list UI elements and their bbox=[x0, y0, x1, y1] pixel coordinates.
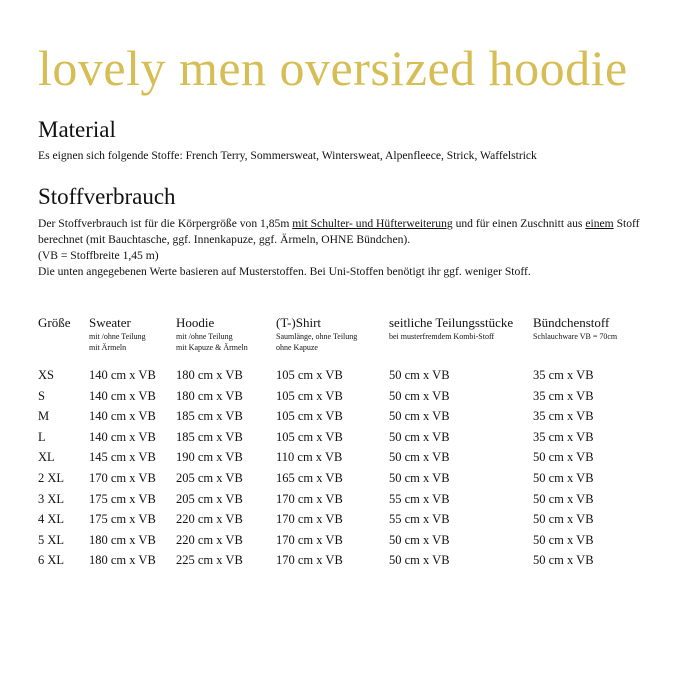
paragraph-part: und für einen Zuschnitt aus bbox=[452, 217, 586, 230]
fabric-amount-cell: 55 cm x VB bbox=[389, 491, 450, 506]
fabric-amount-cell: 50 cm x VB bbox=[389, 553, 450, 568]
fabric-usage-text bbox=[38, 216, 658, 280]
fabric-amount-cell: 140 cm x VB bbox=[89, 388, 156, 403]
fabric-amount-cell: 50 cm x VB bbox=[389, 368, 450, 382]
table-row bbox=[38, 365, 643, 386]
fabric-usage-heading: Stoffverbrauch bbox=[38, 184, 176, 209]
fabric-usage-table bbox=[38, 315, 643, 571]
size-cell: 6 XL bbox=[38, 553, 65, 568]
fabric-amount-cell: 170 cm x VB bbox=[276, 491, 343, 506]
paragraph-part: Stoff berechnet (mit Bauchtasche, ggf. Innenkapuze, ggf. Ärmeln, OHNE Bündchen). bbox=[38, 217, 640, 246]
column-subtitle: mit Ärmeln bbox=[89, 343, 127, 352]
size-cell: XS bbox=[38, 368, 54, 382]
material-description: Es eignen sich folgende Stoffe: French Terry, Sommersweat, Wintersweat, Alpenfleece, Strick, Waffelstrick bbox=[38, 149, 537, 162]
fabric-amount-cell: 50 cm x VB bbox=[389, 409, 450, 424]
fabric-amount-cell: 110 cm x VB bbox=[276, 450, 343, 465]
fabric-amount-cell: 205 cm x VB bbox=[176, 470, 243, 485]
fabric-amount-cell: 50 cm x VB bbox=[533, 491, 594, 506]
column-header bbox=[176, 315, 276, 365]
size-cell: 4 XL bbox=[38, 512, 65, 527]
column-subtitle: Schlauchware VB = 70cm bbox=[533, 332, 618, 341]
column-header bbox=[389, 315, 533, 365]
fabric-amount-cell: 170 cm x VB bbox=[276, 553, 343, 568]
fabric-amount-cell: 180 cm x VB bbox=[176, 368, 243, 382]
fabric-amount-cell: 170 cm x VB bbox=[276, 512, 343, 527]
fabric-amount-cell: 165 cm x VB bbox=[276, 470, 343, 485]
material-text bbox=[38, 148, 658, 164]
fabric-amount-cell: 180 cm x VB bbox=[89, 532, 156, 547]
size-cell: M bbox=[38, 409, 50, 424]
fabric-amount-cell: 140 cm x VB bbox=[89, 368, 156, 382]
fabric-amount-cell: 50 cm x VB bbox=[389, 450, 450, 465]
column-title: Bündchenstoff bbox=[533, 315, 610, 330]
column-header bbox=[38, 315, 89, 365]
size-cell: L bbox=[38, 429, 46, 444]
fabric-amount-cell: 140 cm x VB bbox=[89, 409, 156, 424]
material-heading: Material bbox=[38, 117, 116, 142]
fabric-amount-cell: 50 cm x VB bbox=[533, 553, 594, 568]
table-row bbox=[38, 489, 643, 510]
fabric-amount-cell: 35 cm x VB bbox=[533, 429, 594, 444]
page-title: lovely men oversized hoodie bbox=[38, 40, 628, 96]
fabric-amount-cell: 105 cm x VB bbox=[276, 368, 343, 382]
fabric-amount-cell: 220 cm x VB bbox=[176, 512, 243, 527]
fabric-amount-cell: 190 cm x VB bbox=[176, 450, 243, 465]
sample-fabric-note: Die unten angegebenen Werte basieren auf Musterstoffen. Bei Uni-Stoffen benötigt ihr ggf. weniger Stoff. bbox=[38, 265, 531, 278]
size-cell: 3 XL bbox=[38, 491, 65, 506]
fabric-amount-cell: 175 cm x VB bbox=[89, 491, 156, 506]
underlined-word: einem bbox=[585, 217, 614, 230]
fabric-amount-cell: 205 cm x VB bbox=[176, 491, 243, 506]
fabric-amount-cell: 145 cm x VB bbox=[89, 450, 156, 465]
fabric-amount-cell: 105 cm x VB bbox=[276, 429, 343, 444]
fabric-amount-cell: 50 cm x VB bbox=[533, 512, 594, 527]
table-row bbox=[38, 468, 643, 489]
fabric-amount-cell: 185 cm x VB bbox=[176, 409, 243, 424]
fabric-width-note: (VB = Stoffbreite 1,45 m) bbox=[38, 249, 159, 262]
fabric-amount-cell: 55 cm x VB bbox=[389, 512, 450, 527]
column-header bbox=[89, 315, 176, 365]
fabric-amount-cell: 180 cm x VB bbox=[176, 388, 243, 403]
column-title: seitliche Teilungsstücke bbox=[389, 315, 514, 330]
column-subtitle: mit Kapuze & Ärmeln bbox=[176, 343, 248, 352]
fabric-usage-paragraph bbox=[38, 216, 658, 248]
fabric-amount-cell: 170 cm x VB bbox=[276, 532, 343, 547]
fabric-amount-cell: 105 cm x VB bbox=[276, 409, 343, 424]
size-cell: 2 XL bbox=[38, 470, 65, 485]
fabric-amount-cell: 50 cm x VB bbox=[533, 450, 594, 465]
column-subtitle: mit /ohne Teilung bbox=[89, 332, 146, 341]
paragraph-part: Der Stoffverbrauch ist für die Körpergröße von 1,85m bbox=[38, 217, 293, 230]
table-row bbox=[38, 509, 643, 530]
column-subtitle: mit /ohne Teilung bbox=[176, 332, 233, 341]
column-title: Hoodie bbox=[176, 315, 215, 330]
fabric-amount-cell: 105 cm x VB bbox=[276, 388, 343, 403]
column-subtitle: Saumlänge, ohne Teilung bbox=[276, 332, 358, 341]
table-row bbox=[38, 550, 643, 571]
fabric-amount-cell: 35 cm x VB bbox=[533, 368, 594, 382]
fabric-amount-cell: 180 cm x VB bbox=[89, 553, 156, 568]
fabric-amount-cell: 225 cm x VB bbox=[176, 553, 243, 568]
fabric-amount-cell: 50 cm x VB bbox=[533, 470, 594, 485]
column-header bbox=[533, 315, 643, 365]
column-title: (T-)Shirt bbox=[276, 315, 322, 330]
table-header-row bbox=[38, 315, 643, 365]
column-title: Sweater bbox=[89, 315, 131, 330]
fabric-amount-cell: 50 cm x VB bbox=[389, 470, 450, 485]
fabric-amount-cell: 50 cm x VB bbox=[533, 532, 594, 547]
fabric-amount-cell: 175 cm x VB bbox=[89, 512, 156, 527]
column-title: Größe bbox=[38, 315, 71, 330]
table-row bbox=[38, 386, 643, 407]
column-subtitle: ohne Kapuze bbox=[276, 343, 318, 352]
size-cell: S bbox=[38, 388, 45, 403]
fabric-amount-cell: 140 cm x VB bbox=[89, 429, 156, 444]
table-row bbox=[38, 530, 643, 551]
column-header bbox=[276, 315, 389, 365]
column-subtitle: bei musterfremdem Kombi-Stoff bbox=[389, 332, 495, 341]
table-row bbox=[38, 406, 643, 427]
fabric-amount-cell: 35 cm x VB bbox=[533, 409, 594, 424]
fabric-amount-cell: 50 cm x VB bbox=[389, 532, 450, 547]
underlined-phrase: mit Schulter- und Hüfterweiterung bbox=[292, 217, 453, 230]
size-cell: XL bbox=[38, 450, 55, 465]
table-row bbox=[38, 427, 643, 448]
fabric-amount-cell: 220 cm x VB bbox=[176, 532, 243, 547]
fabric-amount-cell: 35 cm x VB bbox=[533, 388, 594, 403]
size-cell: 5 XL bbox=[38, 532, 65, 547]
fabric-amount-cell: 185 cm x VB bbox=[176, 429, 243, 444]
fabric-amount-cell: 170 cm x VB bbox=[89, 470, 156, 485]
fabric-amount-cell: 50 cm x VB bbox=[389, 429, 450, 444]
table-row bbox=[38, 447, 643, 468]
fabric-amount-cell: 50 cm x VB bbox=[389, 388, 450, 403]
table-body bbox=[38, 365, 643, 571]
